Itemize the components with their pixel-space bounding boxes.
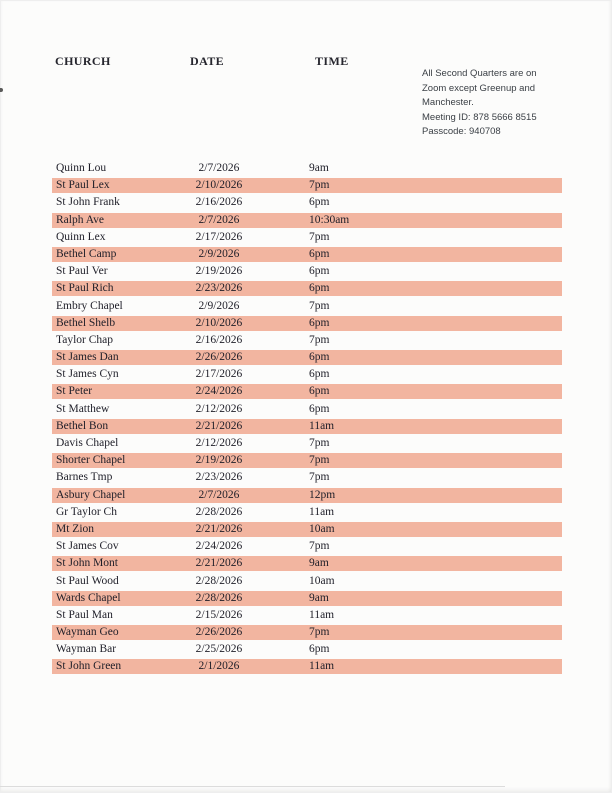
- table-row: [52, 574, 562, 589]
- date-cell: 2/15/2026: [195, 608, 243, 621]
- table-row: [52, 522, 562, 537]
- note-line: Zoom except Greenup and: [422, 82, 536, 94]
- table-row: [52, 505, 562, 520]
- column-header-church: CHURCH: [55, 54, 111, 68]
- church-cell: Shorter Chapel: [56, 454, 126, 467]
- time-cell: 11am: [309, 660, 335, 673]
- table-row: [52, 316, 562, 331]
- time-cell: 7pm: [309, 299, 330, 312]
- time-cell: 11am: [309, 419, 335, 432]
- scan-edge-shadow: [0, 786, 505, 787]
- time-cell: 6pm: [309, 247, 330, 260]
- date-cell: 2/19/2026: [195, 265, 243, 278]
- church-cell: St Matthew: [56, 402, 110, 415]
- table-row: [52, 659, 562, 674]
- church-cell: Mt Zion: [56, 522, 95, 535]
- time-cell: 10am: [309, 574, 335, 587]
- time-cell: 7pm: [309, 540, 330, 553]
- church-cell: St Paul Lex: [56, 179, 110, 192]
- time-cell: 7pm: [309, 454, 330, 467]
- date-cell: 2/21/2026: [195, 419, 243, 432]
- table-row: [52, 608, 562, 623]
- date-cell: 2/26/2026: [195, 626, 243, 639]
- time-cell: 11am: [309, 505, 335, 518]
- time-cell: 7pm: [309, 471, 330, 484]
- church-cell: Wayman Bar: [56, 643, 117, 656]
- table-row: [52, 539, 562, 554]
- time-cell: 7pm: [309, 626, 330, 639]
- table-row: [52, 195, 562, 210]
- church-cell: Quinn Lou: [56, 162, 107, 174]
- time-cell: 9am: [309, 162, 329, 174]
- date-cell: 2/21/2026: [195, 522, 243, 535]
- time-cell: 6pm: [309, 265, 330, 278]
- date-cell: 2/7/2026: [198, 488, 240, 501]
- church-cell: Barnes Tmp: [56, 471, 113, 484]
- date-cell: 2/24/2026: [195, 385, 243, 398]
- table-row: [52, 453, 562, 468]
- time-cell: 7pm: [309, 437, 330, 449]
- church-cell: St Peter: [56, 385, 93, 398]
- column-header-date: DATE: [190, 54, 225, 68]
- table-row: [52, 436, 562, 451]
- date-cell: 2/1/2026: [198, 660, 240, 673]
- church-cell: St John Mont: [56, 557, 118, 570]
- date-cell: 2/10/2026: [195, 316, 243, 329]
- time-cell: 6pm: [309, 316, 330, 329]
- church-cell: Taylor Chap: [56, 333, 114, 346]
- note-line: All Second Quarters are on: [422, 68, 537, 79]
- church-cell: St Paul Ver: [56, 265, 108, 278]
- table-row: [52, 264, 562, 279]
- table-row: [52, 591, 562, 606]
- note-line: Meeting ID: 878 5666 8515: [422, 111, 537, 123]
- church-cell: St James Cyn: [56, 368, 119, 381]
- date-cell: 2/17/2026: [195, 230, 243, 243]
- church-cell: St Paul Man: [56, 608, 113, 621]
- time-cell: 7pm: [309, 230, 330, 243]
- table-row: [52, 625, 562, 640]
- note-line: Manchester.: [422, 97, 474, 109]
- church-cell: St Paul Wood: [56, 574, 119, 587]
- church-cell: Embry Chapel: [56, 299, 123, 312]
- table-row: [52, 470, 562, 485]
- time-cell: 11am: [309, 608, 335, 621]
- date-cell: 2/16/2026: [195, 333, 243, 346]
- church-cell: St Paul Rich: [56, 282, 114, 295]
- table-row: [52, 333, 562, 348]
- time-cell: 6pm: [309, 196, 330, 209]
- church-cell: Quinn Lex: [56, 230, 106, 243]
- time-cell: 9am: [309, 557, 329, 570]
- date-cell: 2/7/2026: [198, 162, 240, 174]
- table-row: [52, 384, 562, 399]
- table-row: [52, 230, 562, 245]
- date-cell: 2/10/2026: [195, 179, 243, 192]
- time-cell: 9am: [309, 591, 329, 604]
- church-cell: St John Green: [56, 660, 122, 673]
- time-cell: 12pm: [309, 488, 336, 501]
- schedule-table: [52, 161, 562, 677]
- time-cell: 6pm: [309, 385, 330, 398]
- church-cell: Bethel Shelb: [56, 316, 116, 329]
- table-row: [52, 367, 562, 382]
- church-cell: St James Cov: [56, 540, 119, 553]
- table-row: [52, 350, 562, 365]
- church-cell: Wayman Geo: [56, 626, 119, 639]
- date-cell: 2/17/2026: [195, 368, 243, 381]
- church-cell: Bethel Bon: [56, 419, 109, 432]
- date-cell: 2/28/2026: [195, 505, 243, 518]
- table-row: [52, 642, 562, 657]
- time-cell: 6pm: [309, 643, 330, 656]
- date-cell: 2/19/2026: [195, 454, 243, 467]
- time-cell: 6pm: [309, 368, 330, 381]
- note-line: Passcode: 940708: [422, 126, 501, 138]
- church-cell: Gr Taylor Ch: [56, 505, 117, 518]
- church-cell: St John Frank: [56, 196, 120, 209]
- table-row: [52, 556, 562, 571]
- time-cell: 10:30am: [309, 213, 350, 226]
- date-cell: 2/12/2026: [195, 402, 243, 415]
- date-cell: 2/26/2026: [195, 351, 243, 364]
- time-cell: 7pm: [309, 179, 330, 192]
- date-cell: 2/23/2026: [195, 282, 243, 295]
- church-cell: Davis Chapel: [56, 437, 119, 449]
- time-cell: 6pm: [309, 351, 330, 364]
- table-row: [52, 161, 562, 176]
- table-row: [52, 488, 562, 503]
- date-cell: 2/9/2026: [198, 299, 240, 312]
- zoom-meeting-note: [422, 67, 572, 140]
- date-cell: 2/23/2026: [195, 471, 243, 484]
- date-cell: 2/9/2026: [198, 247, 240, 260]
- church-cell: Bethel Camp: [56, 247, 117, 260]
- church-cell: Ralph Ave: [56, 213, 105, 226]
- date-cell: 2/28/2026: [195, 574, 243, 587]
- table-row: [52, 213, 562, 228]
- time-cell: 6pm: [309, 402, 330, 415]
- church-cell: Wards Chapel: [56, 591, 121, 604]
- church-cell: Asbury Chapel: [56, 488, 126, 501]
- table-row: [52, 281, 562, 296]
- date-cell: 2/7/2026: [198, 213, 240, 226]
- column-header-time: TIME: [315, 54, 349, 68]
- date-cell: 2/21/2026: [195, 557, 243, 570]
- date-cell: 2/12/2026: [195, 437, 243, 449]
- time-cell: 10am: [309, 522, 335, 535]
- time-cell: 6pm: [309, 282, 330, 295]
- time-cell: 7pm: [309, 333, 330, 346]
- scan-artifact-speck: [0, 88, 3, 92]
- date-cell: 2/24/2026: [195, 540, 243, 553]
- date-cell: 2/28/2026: [195, 591, 243, 604]
- table-row: [52, 247, 562, 262]
- date-cell: 2/16/2026: [195, 196, 243, 209]
- table-row: [52, 299, 562, 314]
- church-cell: St James Dan: [56, 351, 119, 364]
- date-cell: 2/25/2026: [195, 643, 243, 656]
- table-row: [52, 178, 562, 193]
- table-row: [52, 419, 562, 434]
- table-row: [52, 402, 562, 417]
